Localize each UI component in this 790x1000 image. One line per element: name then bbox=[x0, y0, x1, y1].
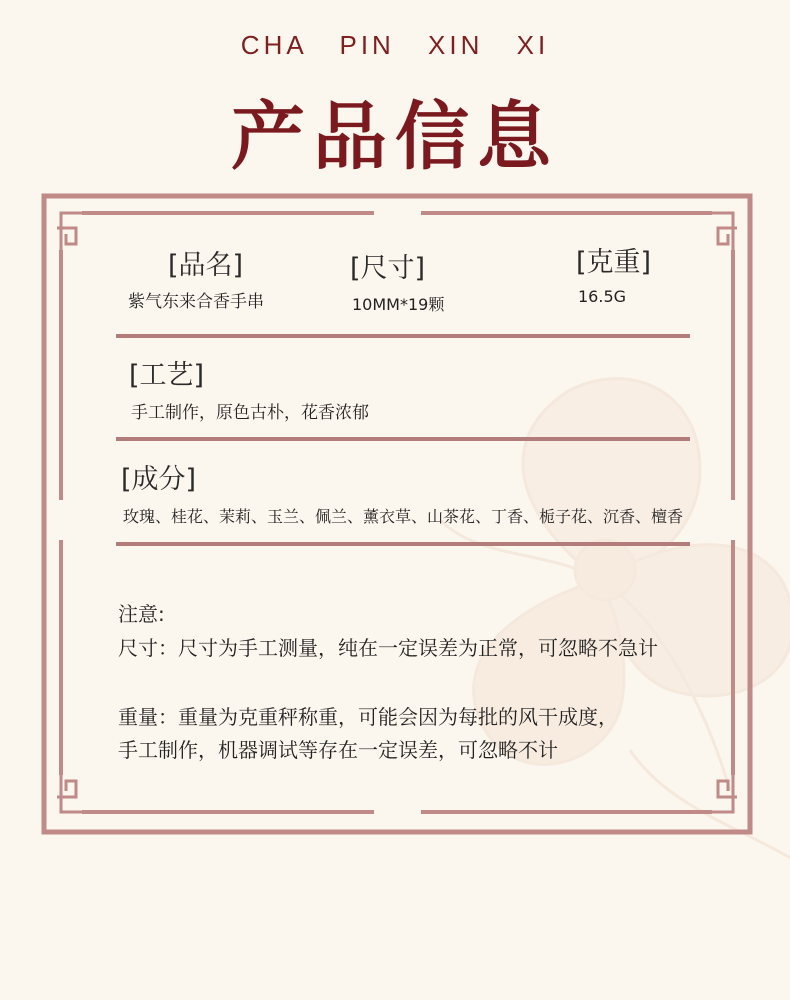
notes-heading: 注意: bbox=[118, 602, 165, 626]
weight-value: 16.5G bbox=[578, 287, 627, 306]
ingredients-label: [成分] bbox=[121, 464, 197, 495]
page-title: 产品信息 bbox=[231, 94, 559, 180]
page-subtitle: CHA PIN XIN XI bbox=[240, 30, 550, 60]
name-value: 紫气东来合香手串 bbox=[128, 292, 264, 312]
size-note: 尺寸：尺寸为手工测量，纯在一定误差为正常，可忽略不急计 bbox=[118, 636, 658, 660]
name-label: [品名] bbox=[168, 250, 244, 281]
craft-value: 手工制作，原色古朴，花香浓郁 bbox=[131, 403, 369, 423]
weight-note-line-2: 手工制作，机器调试等存在一定误差，可忽略不计 bbox=[118, 738, 558, 762]
craft-label: [工艺] bbox=[129, 360, 205, 391]
size-label: [尺寸] bbox=[350, 253, 426, 284]
size-value: 10MM*19颗 bbox=[352, 295, 445, 314]
weight-label: [克重] bbox=[576, 247, 652, 278]
weight-note-line-1: 重量：重量为克重秤称重，可能会因为每批的风干成度， bbox=[118, 705, 618, 729]
ingredients-value: 玫瑰、桂花、茉莉、玉兰、佩兰、薰衣草、山茶花、丁香、栀子花、沉香、檀香 bbox=[123, 507, 684, 526]
